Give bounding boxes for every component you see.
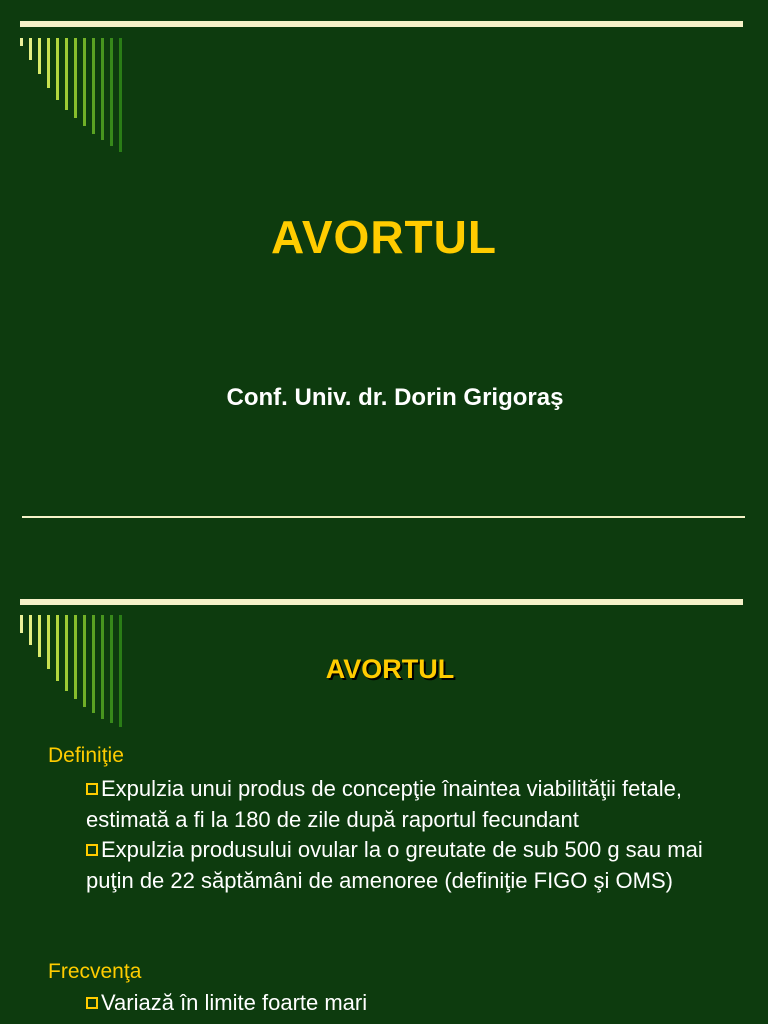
list-item [86, 988, 756, 1019]
bullet-text: Expulzia produsului ovular la o greutate de sub 500 g sau mai puţin de 22 săptămâni de amenoree (definiţie FIGO şi OMS) [86, 837, 703, 893]
bullet-text: Expulzia unui produs de concepţie înaintea viabilităţii fetale, estimată a fi la 180 de zile după raportul fecundant [86, 776, 682, 832]
checkbox-bullet-icon [86, 997, 98, 1009]
slide-title: AVORTUL [325, 654, 455, 684]
list-item [86, 835, 756, 896]
section-heading-frecventa: Frecvenţa [48, 960, 142, 983]
author-name: Conf. Univ. dr. Dorin Grigoraş [226, 384, 564, 411]
frecventa-bullet-list [86, 988, 756, 1019]
top-rule [20, 599, 743, 605]
definitie-bullet-list [86, 774, 756, 896]
list-item [86, 774, 756, 835]
section-heading-definitie: Definiţie [48, 744, 124, 767]
checkbox-bullet-icon [86, 783, 98, 795]
content-slide [0, 590, 768, 1024]
checkbox-bullet-icon [86, 844, 98, 856]
slide-title: AVORTUL [271, 211, 497, 263]
slide-divider [22, 516, 745, 518]
top-rule [20, 21, 743, 27]
bullet-text: Variază în limite foarte mari [101, 990, 368, 1015]
